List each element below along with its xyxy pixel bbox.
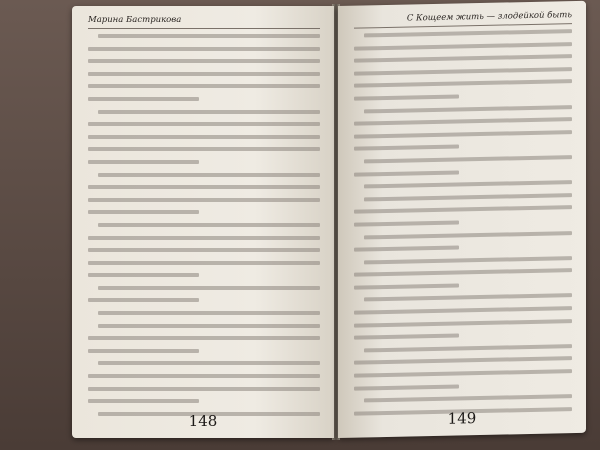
text-line xyxy=(88,399,199,403)
text-line xyxy=(98,361,320,365)
text-line xyxy=(98,34,320,38)
right-page-body xyxy=(354,29,572,424)
text-line xyxy=(88,336,320,340)
text-line xyxy=(354,145,459,151)
text-line xyxy=(88,349,199,353)
text-line xyxy=(354,54,572,63)
text-line xyxy=(354,268,572,277)
text-line xyxy=(364,344,572,352)
text-line xyxy=(88,387,320,391)
text-line xyxy=(88,147,320,151)
text-line xyxy=(98,286,320,290)
text-line xyxy=(98,110,320,114)
text-line xyxy=(354,130,572,139)
text-line xyxy=(88,236,320,240)
text-line xyxy=(88,185,320,189)
text-line xyxy=(354,94,459,100)
text-line xyxy=(88,84,320,88)
text-line xyxy=(88,298,199,302)
left-page-body xyxy=(88,34,320,424)
text-line xyxy=(88,273,199,277)
text-line xyxy=(98,223,320,227)
text-line xyxy=(354,334,459,340)
running-header-author: Марина Бастрикова xyxy=(88,12,320,29)
text-line xyxy=(354,117,572,126)
left-page xyxy=(72,6,334,438)
text-line xyxy=(354,384,459,390)
text-line xyxy=(364,29,572,37)
text-line xyxy=(88,374,320,378)
text-line xyxy=(88,59,320,63)
text-line xyxy=(88,160,199,164)
text-line xyxy=(364,294,572,302)
page-number-left: 148 xyxy=(188,412,218,430)
page-number-right: 149 xyxy=(447,409,477,428)
text-line xyxy=(88,210,199,214)
text-line xyxy=(98,324,320,328)
text-line xyxy=(364,180,572,188)
text-line xyxy=(88,72,320,76)
text-line xyxy=(88,198,320,202)
text-line xyxy=(364,231,572,239)
text-line xyxy=(88,248,320,252)
text-line xyxy=(354,220,459,226)
text-line xyxy=(98,311,320,315)
text-line xyxy=(354,79,572,88)
text-line xyxy=(354,306,572,315)
text-line xyxy=(354,170,459,176)
text-line xyxy=(88,261,320,265)
text-line xyxy=(354,283,459,289)
right-page xyxy=(338,1,586,438)
text-line xyxy=(354,67,572,76)
text-line xyxy=(88,122,320,126)
running-header-title: С Кощеем жить — злодейкой быть xyxy=(354,7,572,29)
text-line xyxy=(354,369,572,378)
text-line xyxy=(354,246,459,252)
text-line xyxy=(364,155,572,163)
text-line xyxy=(364,256,572,264)
text-line xyxy=(354,205,572,214)
text-line xyxy=(364,394,572,402)
text-line xyxy=(98,173,320,177)
text-line xyxy=(88,47,320,51)
text-line xyxy=(364,193,572,201)
text-line xyxy=(354,357,572,366)
text-line xyxy=(354,319,572,328)
text-line xyxy=(364,105,572,113)
text-line xyxy=(354,42,572,51)
text-line xyxy=(88,135,320,139)
text-line xyxy=(88,97,199,101)
